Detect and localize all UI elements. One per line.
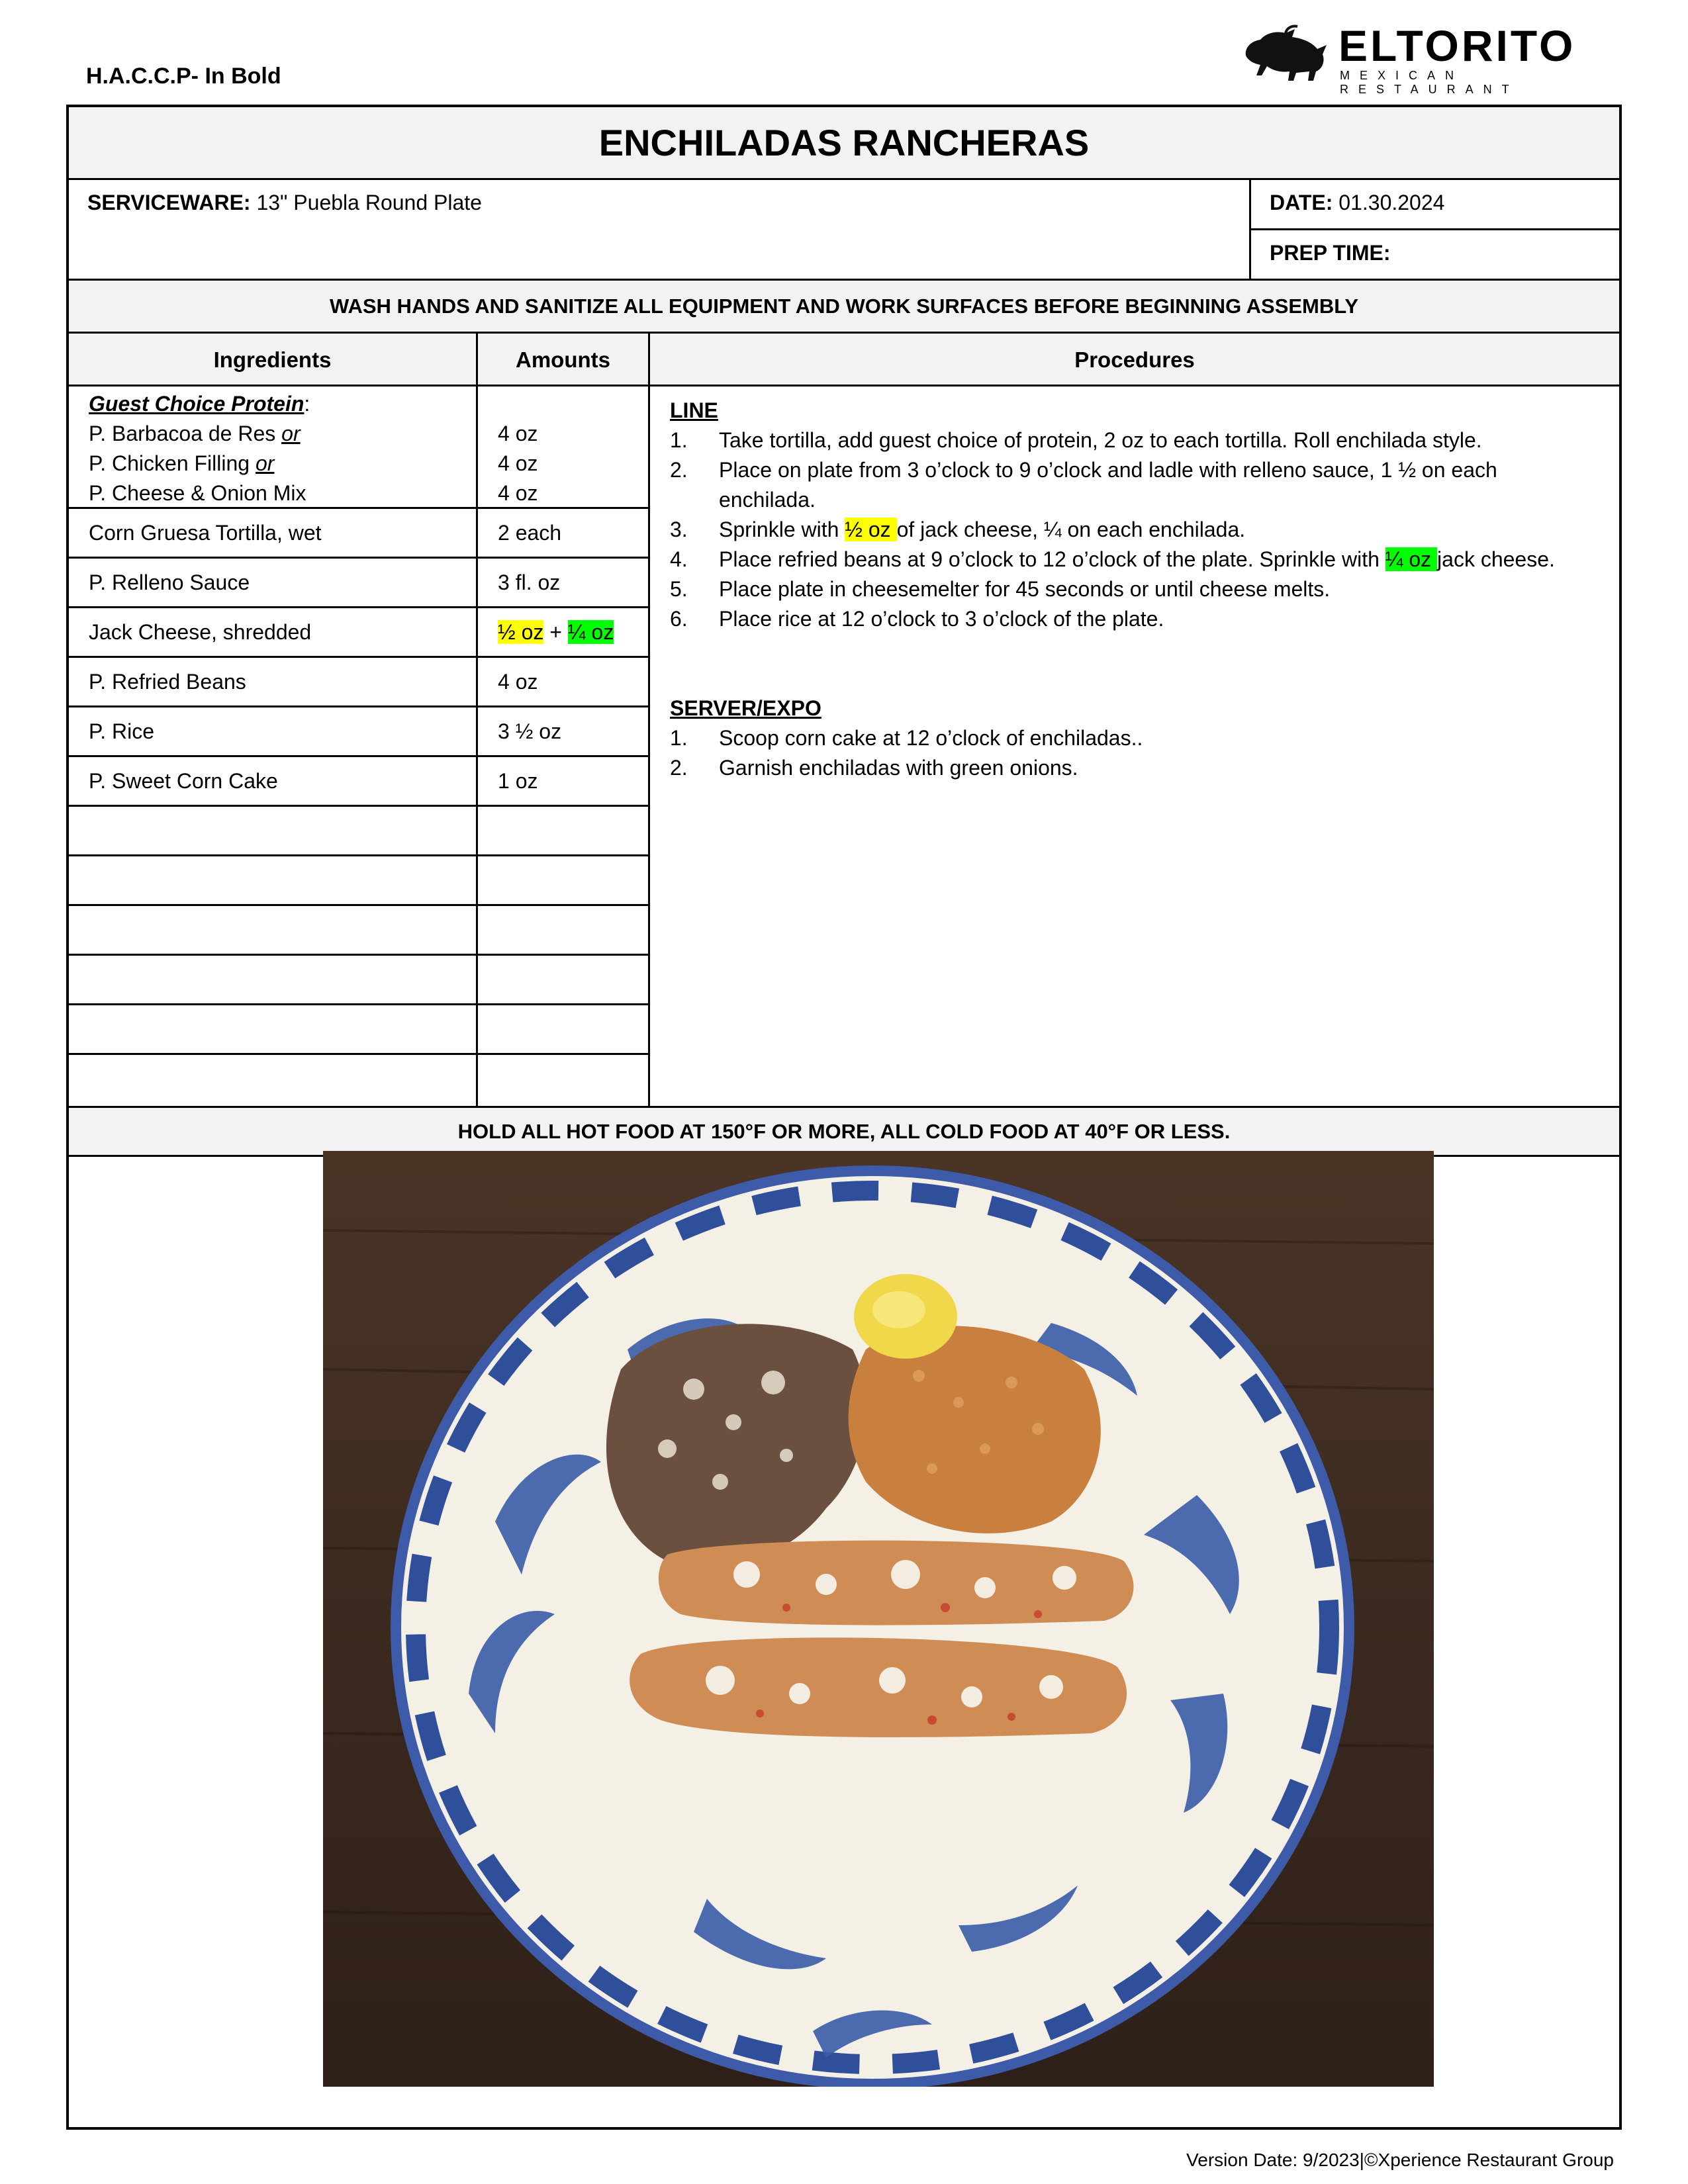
amount-highlight-yellow: ½ oz <box>498 619 544 644</box>
step-number: 4. <box>670 547 688 571</box>
prep-time-label: PREP TIME: <box>1270 241 1391 265</box>
table-row-empty <box>69 1055 648 1108</box>
table-row-empty <box>69 956 648 1005</box>
protein-option-name: P. Chicken Filling <box>89 451 256 475</box>
protein-heading: Guest Choice Protein <box>89 392 305 416</box>
list-item <box>89 419 456 449</box>
protein-amounts <box>478 387 648 507</box>
ingredient-name: P. Relleno Sauce <box>69 559 478 606</box>
serviceware-label: SERVICEWARE: <box>87 191 251 214</box>
step-number: 1. <box>670 726 688 750</box>
wash-notice: WASH HANDS AND SANITIZE ALL EQUIPMENT AND WORK SURFACES BEFORE BEGINNING ASSEMBLY <box>69 281 1619 334</box>
amount-value: 2 each <box>498 520 562 545</box>
line-section-title: LINE <box>670 398 718 422</box>
protein-option-or: or <box>255 451 275 475</box>
ingredient-name: Corn Gruesa Tortilla, wet <box>69 509 478 557</box>
protein-cell <box>69 387 478 507</box>
date-value: 01.30.2024 <box>1338 191 1445 214</box>
amount-value: 4 oz <box>498 451 538 475</box>
step-text-part: Place refried beans at 9 o’clock to 12 o’clock of the plate. Sprinkle with <box>719 547 1385 571</box>
step-text: Place plate in cheesemelter for 45 seconds or until cheese melts. <box>719 577 1331 601</box>
bull-icon <box>1239 23 1332 82</box>
ingredient-name: P. Refried Beans <box>69 658 478 705</box>
procedure-step <box>670 604 1599 634</box>
amount-value: 4 oz <box>498 422 538 445</box>
step-text-part: of jack cheese, ¼ on each enchilada. <box>896 518 1246 541</box>
step-highlight-green: ¼ oz <box>1385 547 1438 571</box>
step-number: 3. <box>670 518 688 541</box>
procedures-header: Procedures <box>1074 347 1195 372</box>
el-torito-logo <box>1239 21 1623 96</box>
hold-notice: HOLD ALL HOT FOOD AT 150°F OR MORE, ALL COLD FOOD AT 40°F OR LESS. <box>69 1108 1619 1157</box>
serviceware-cell <box>69 180 1251 281</box>
step-number: 2. <box>670 458 688 482</box>
amount-value: 4 oz <box>498 481 538 505</box>
ingredient-name: P. Sweet Corn Cake <box>69 757 478 805</box>
info-row <box>69 180 1619 281</box>
amount-value: 3 fl. oz <box>498 570 561 594</box>
procedure-step <box>670 545 1599 574</box>
step-number: 1. <box>670 428 688 452</box>
version-footer: Version Date: 9/2023|©Xperience Restaurant Group <box>1186 2150 1614 2170</box>
amount-value: 3 ½ oz <box>498 719 562 743</box>
server-section-title: SERVER/EXPO <box>670 696 821 720</box>
protein-option-name: P. Cheese & Onion Mix <box>89 481 306 505</box>
amount-value: 4 oz <box>498 669 538 694</box>
table-row <box>69 509 648 559</box>
protein-option-or: or <box>281 422 301 445</box>
step-text-part: jack cheese. <box>1437 547 1555 571</box>
logo-subtitle: MEXICAN RESTAURANT <box>1340 69 1519 96</box>
dish-photo <box>323 1151 1434 2087</box>
step-text-part: Sprinkle with <box>719 518 845 541</box>
protein-heading-colon: : <box>304 392 310 416</box>
ingredient-name: Jack Cheese, shredded <box>69 608 478 656</box>
step-text: Place on plate from 3 o’clock to 9 o’clock and ladle with relleno sauce, 1 ½ on each enchilada. <box>719 458 1497 512</box>
date-cell <box>1251 180 1619 230</box>
table-row-empty <box>69 1005 648 1055</box>
protein-option-name: P. Barbacoa de Res <box>89 422 282 445</box>
step-text <box>719 545 1599 574</box>
table-row <box>69 559 648 608</box>
table-header <box>69 334 1619 387</box>
table-row <box>69 757 648 807</box>
step-text: Take tortilla, add guest choice of protein, 2 oz to each tortilla. Roll enchilada style. <box>719 428 1482 452</box>
procedures-list <box>650 387 1619 1108</box>
serviceware-value: 13" Puebla Round Plate <box>256 191 482 214</box>
step-text <box>719 515 1599 545</box>
table-row <box>69 608 648 658</box>
step-number: 5. <box>670 577 688 601</box>
list-item <box>89 478 456 508</box>
recipe-body <box>69 387 1619 1108</box>
procedure-step <box>670 455 1599 515</box>
step-number: 6. <box>670 607 688 631</box>
recipe-title: ENCHILADAS RANCHERAS <box>69 107 1619 180</box>
procedure-step <box>670 515 1599 545</box>
amount-value: 1 oz <box>498 768 538 793</box>
table-row <box>69 707 648 757</box>
step-number: 2. <box>670 756 688 780</box>
table-row-empty <box>69 906 648 956</box>
prep-time-cell <box>1251 230 1619 281</box>
step-text: Scoop corn cake at 12 o’clock of enchiladas.. <box>719 726 1143 750</box>
amount-value <box>478 608 648 656</box>
procedure-step <box>670 723 1599 753</box>
amounts-header: Amounts <box>478 334 650 387</box>
procedure-step <box>670 426 1599 455</box>
step-text: Garnish enchiladas with green onions. <box>719 756 1078 780</box>
list-item <box>89 449 456 478</box>
table-row-empty <box>69 856 648 906</box>
haccp-note: H.A.C.C.P- In Bold <box>86 64 281 89</box>
table-row-empty <box>69 807 648 856</box>
step-highlight-yellow: ½ oz <box>845 518 897 541</box>
ingredients-table <box>69 387 650 1108</box>
logo-wordmark: ELTORITO <box>1338 21 1576 70</box>
procedure-step <box>670 753 1599 783</box>
table-row <box>69 658 648 707</box>
ingredient-name: P. Rice <box>69 707 478 755</box>
recipe-card <box>66 105 1622 2130</box>
ingredients-header: Ingredients <box>69 334 478 387</box>
step-text: Place rice at 12 o’clock to 3 o’clock of the plate. <box>719 607 1164 631</box>
date-label: DATE: <box>1270 191 1333 214</box>
amount-separator: + <box>543 619 568 644</box>
procedure-step <box>670 574 1599 604</box>
table-row <box>69 387 648 509</box>
amount-highlight-green: ¼ oz <box>567 619 614 644</box>
